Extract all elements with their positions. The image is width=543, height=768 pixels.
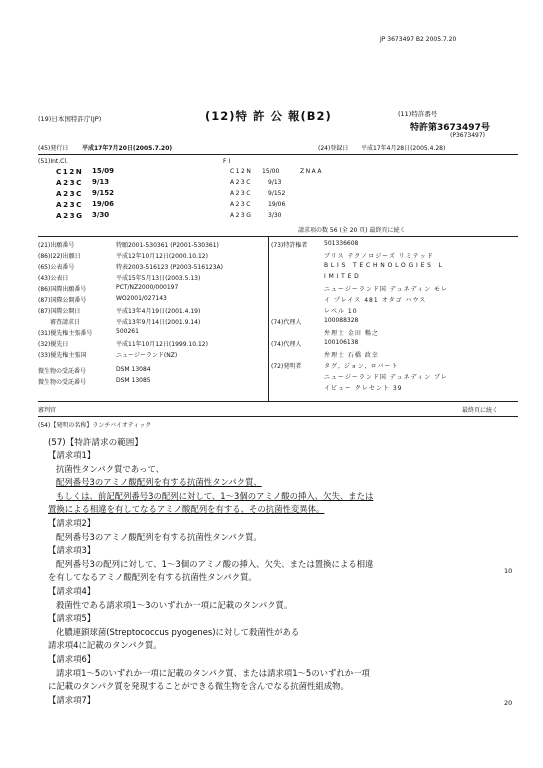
- biblio-label: (73)特許権者: [271, 242, 308, 249]
- biblio-label: 審査請求日: [50, 319, 81, 326]
- rule-biblio-bottom: [38, 401, 518, 402]
- biblio-label: (86)国際出願番号: [38, 286, 87, 293]
- claims-body: [48, 449, 496, 707]
- examiner-label: 審判官: [38, 407, 57, 414]
- biblio-label: (72)発明者: [271, 363, 302, 370]
- fi-group: 15/00: [262, 168, 280, 175]
- biblio-value: ニュージーランド(NZ): [116, 352, 178, 359]
- rule-biblio-top: [38, 236, 518, 237]
- claims-count: 請求項の数 56 (全 20 頁) 最終頁に続く: [298, 227, 406, 234]
- int-cl-class: A23C: [56, 189, 83, 198]
- biblio-value: イビュー クレセント 39: [324, 385, 403, 392]
- line-number-20: 20: [504, 699, 513, 707]
- claim-text: に記載のタンパク質を発現することができる微生物を含んでなる抗菌性組成物。: [48, 681, 349, 692]
- claim-heading: 【請求項4】: [48, 585, 96, 596]
- biblio-value: 100088328: [324, 317, 359, 324]
- biblio-value: DSM 13084: [116, 366, 151, 373]
- biblio-label: (43)公表日: [38, 275, 69, 282]
- claim-heading: 【請求項5】: [48, 613, 96, 624]
- int-cl-class: C12N: [56, 167, 84, 176]
- biblio-label: 微生物の受託番号: [38, 368, 87, 375]
- biblio-value: 弁理士 石橋 政幸: [324, 352, 379, 359]
- int-cl-group: 3/30: [92, 211, 110, 219]
- claim-text: 抗菌性タンパク質であって、: [56, 463, 165, 474]
- biblio-value: PCT/NZ2000/000197: [116, 284, 179, 291]
- continued-note: 最終頁に続く: [462, 407, 499, 414]
- fi-class: A23C: [230, 201, 252, 208]
- issuing-office: (19)日本国特許庁(JP): [38, 115, 102, 123]
- biblio-value: 平成11年10月12日(1999.10.12): [116, 341, 208, 348]
- biblio-value: 501336608: [324, 240, 359, 247]
- biblio-label: (74)代理人: [271, 341, 302, 348]
- biblio-label: (21)出願番号: [38, 242, 75, 249]
- biblio-value: WO2001/027143: [116, 295, 167, 302]
- biblio-value: ニュージーランド国 デュネディン モレ: [324, 286, 449, 293]
- biblio-value: タグ, ジョン, ロバート: [324, 363, 399, 370]
- biblio-divider: [268, 237, 269, 401]
- claim-heading: 【請求項6】: [48, 653, 96, 664]
- int-cl-group: 19/06: [92, 200, 115, 208]
- fi-group: 9/13: [268, 179, 282, 186]
- biblio-label: (87)国際公開番号: [38, 297, 87, 304]
- claim-text: 置換による相違を有してなるアミノ酸配列を有する、その抗菌性変異体。: [48, 504, 325, 515]
- biblio-value: 平成13年4月19日(2001.4.19): [116, 308, 201, 315]
- biblio-label: 微生物の受託番号: [38, 379, 87, 386]
- int-cl-class: A23C: [56, 200, 83, 209]
- registration-label: (24)登録日: [318, 145, 349, 152]
- int-cl-group: 9/13: [92, 178, 110, 186]
- biblio-value: レベル 10: [324, 308, 358, 315]
- biblio-value: 特願2001-530361 (P2001-530361): [116, 242, 219, 249]
- claim-text: を有してなるアミノ酸配列を有する抗菌性タンパク質。: [48, 572, 257, 583]
- biblio-value: 平成12年10月12日(2000.10.12): [116, 253, 208, 260]
- int-cl-label: (51)Int.Cl.: [38, 158, 68, 165]
- int-cl-class: A23G: [56, 211, 84, 220]
- biblio-value: 平成15年5月13日(2003.5.13): [116, 275, 201, 282]
- biblio-label: (74)代理人: [271, 319, 302, 326]
- claim-text: 請求項4に記載のタンパク質。: [48, 640, 162, 651]
- claim-text: 殺菌性である請求項1〜3のいずれか一項に記載のタンパク質。: [56, 599, 293, 610]
- fi-extra: ZNAA: [300, 168, 323, 175]
- biblio-value: 特表2003-516123 (P2003-516123A): [116, 264, 223, 271]
- fi-class: C12N: [230, 168, 253, 175]
- patent-number-paren: (P3673497): [450, 132, 486, 139]
- fi-class: A23G: [230, 212, 253, 219]
- biblio-value: 平成13年9月14日(2001.9.14): [116, 319, 201, 326]
- issued-date: 平成17年7月20日(2005.7.20): [82, 145, 173, 152]
- patent-number: 特許第3673497号: [410, 123, 490, 133]
- claims-heading: (57)【特許請求の範囲】: [48, 438, 143, 448]
- publication-kind: (12)特 許 公 報(B2): [205, 109, 332, 123]
- fi-group: 3/30: [268, 212, 282, 219]
- fi-class: A23C: [230, 190, 252, 197]
- patent-number-label: (11)特許番号: [398, 110, 438, 118]
- biblio-value: IMITED: [324, 273, 362, 280]
- claim-heading: 【請求項2】: [48, 517, 96, 528]
- biblio-label: (87)国際公開日: [38, 308, 81, 315]
- claim-text: 配列番号3の配列に対して、1〜3個のアミノ酸の挿入、欠失、または置換による相違: [56, 558, 374, 569]
- claim-text: 配列番号3のアミノ酸配列を有する抗菌性タンパク質、: [56, 477, 262, 488]
- biblio-value: DSM 13085: [116, 377, 151, 384]
- biblio-label: (65)公表番号: [38, 264, 75, 271]
- claim-text: 化膿連鎖球菌(Streptococcus pyogenes)に対して殺菌性がある: [56, 626, 300, 637]
- issued-label: (45)発行日: [38, 145, 69, 152]
- biblio-value: ブリス テクノロジーズ リミテッド: [324, 253, 434, 260]
- biblio-value: ニュージーランド国 デュネディン ブレ: [324, 374, 448, 381]
- claim-heading: 【請求項3】: [48, 545, 96, 556]
- biblio-value: 500261: [116, 328, 139, 335]
- claim-text: 請求項1〜5のいずれか一項に記載のタンパク質、または請求項1〜5のいずれか一項: [56, 667, 370, 678]
- int-cl-group: 9/152: [92, 189, 115, 197]
- claim-text: もしくは、前記配列番号3の配列に対して、1〜3個のアミノ酸の挿入、欠失、または: [56, 490, 374, 501]
- fi-class: A23C: [230, 179, 252, 186]
- document-reference: JP 3673497 B2 2005.7.20: [380, 36, 457, 43]
- rule-top: [38, 154, 518, 155]
- fi-label: F I: [223, 158, 231, 165]
- claim-text: 配列番号3のアミノ酸配列を有する抗菌性タンパク質。: [56, 531, 262, 542]
- rule-title-top: [38, 416, 518, 417]
- biblio-label: (31)優先権主張番号: [38, 330, 93, 337]
- claim-heading: 【請求項7】: [48, 694, 96, 705]
- biblio-value: 100106138: [324, 339, 359, 346]
- biblio-label: (86)(22)出願日: [38, 253, 81, 260]
- biblio-value: 弁理士 金田 暢之: [324, 330, 379, 337]
- fi-group: 9/152: [268, 190, 286, 197]
- int-cl-class: A23C: [56, 178, 83, 187]
- claim-heading: 【請求項1】: [48, 450, 96, 460]
- biblio-value: BLIS TECHNOLOGIES L: [324, 262, 445, 269]
- int-cl-group: 15/09: [92, 167, 115, 175]
- invention-title: (54)【発明の名称】ランチバイオティック: [38, 422, 152, 429]
- line-number-10: 10: [504, 567, 513, 575]
- biblio-label: (32)優先日: [38, 341, 69, 348]
- registration-date: 平成17年4月28日(2005.4.28): [361, 145, 446, 152]
- biblio-label: (33)優先権主張国: [38, 352, 87, 359]
- fi-group: 19/06: [268, 201, 286, 208]
- biblio-value: イ プレイス 481 オタゴ ハウス: [324, 297, 427, 304]
